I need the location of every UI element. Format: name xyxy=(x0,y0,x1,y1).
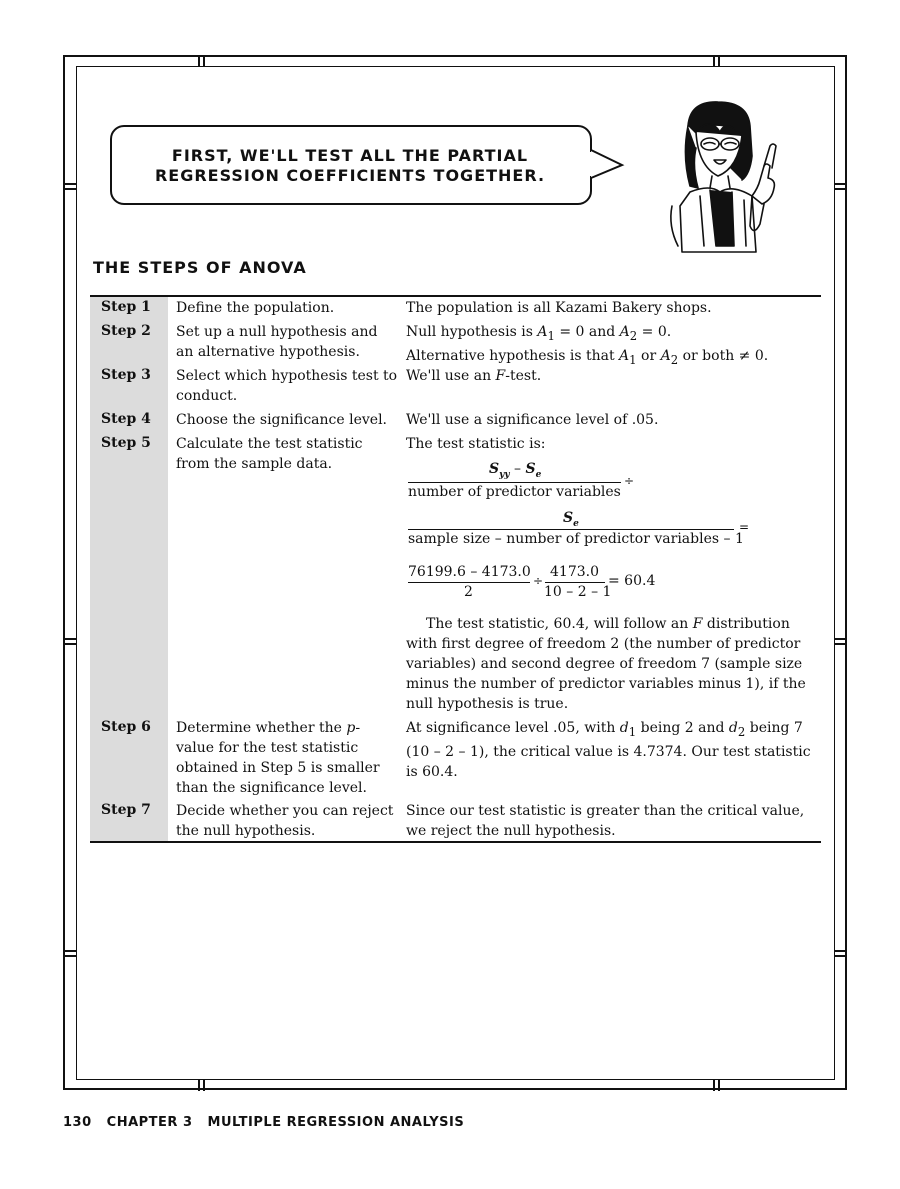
step-label: Step 2 xyxy=(101,323,151,339)
calc-denominator-2: 10 – 2 – 1 xyxy=(544,584,612,600)
step-label: Step 1 xyxy=(101,299,151,315)
calc-numerator-2: 4173.0 xyxy=(550,564,599,580)
frame-tick xyxy=(198,55,200,67)
calc-numerator-1: 76199.6 – 4173.0 xyxy=(408,564,531,580)
step-description: Set up a null hypothesis and an alternative hypothesis. xyxy=(176,324,378,360)
table-top-rule xyxy=(90,295,821,297)
chapter-label: CHAPTER 3 xyxy=(106,1115,193,1130)
frame-tick xyxy=(198,1079,200,1091)
speech-text: FIRST, WE'LL TEST ALL THE PARTIAL REGRESSION COEFFICIENTS TOGETHER. xyxy=(154,146,546,185)
formula-numerator-1: $S_{yy} - S_e$ xyxy=(489,461,542,480)
step-answer: The population is all Kazami Bakery shops. xyxy=(406,300,712,316)
formula-denominator-2: sample size – number of predictor variables – 1 xyxy=(408,531,744,547)
girl-pointing-illustration xyxy=(660,96,790,256)
step-label: Step 3 xyxy=(101,367,151,383)
alternative-hypothesis-line: Alternative hypothesis is that $A_1$ or $A_2$ or both ≠ 0. xyxy=(406,347,769,367)
step-description: Calculate the test statistic from the sample data. xyxy=(176,436,363,472)
division-sign: ÷ xyxy=(533,574,544,588)
step-description: Select which hypothesis test to conduct. xyxy=(176,368,398,404)
step-answer: At significance level .05, with $d_1$ being 2 and $d_2$ being 7 (10 – 2 – 1), the critical value is 4.7374. Our test statistic is 60.4. xyxy=(406,720,811,780)
step-answer: We'll use an F-test. xyxy=(406,368,542,384)
frame-tick xyxy=(63,950,76,952)
section-heading: THE STEPS OF ANOVA xyxy=(93,258,307,277)
step-description: Choose the significance level. xyxy=(176,412,388,428)
null-hypothesis-line: Null hypothesis is $A_1 = 0$ and $A_2 = 0$. xyxy=(406,324,672,343)
step-answer: Since our test statistic is greater than the critical value, we reject the null hypothesis. xyxy=(406,803,805,839)
step-label: Step 7 xyxy=(101,802,151,818)
frame-tick xyxy=(834,955,847,957)
chapter-title: MULTIPLE REGRESSION ANALYSIS xyxy=(207,1115,465,1130)
step-description: Define the population. xyxy=(176,300,335,316)
equals-sign: = xyxy=(739,520,750,534)
frame-tick xyxy=(203,55,205,67)
frame-tick xyxy=(63,638,76,640)
fraction-bar xyxy=(408,529,734,530)
frame-tick xyxy=(63,188,76,190)
frame-tick xyxy=(834,638,847,640)
frame-tick xyxy=(834,643,847,645)
frame-tick xyxy=(63,643,76,645)
fraction-bar xyxy=(408,482,621,483)
calc-denominator-1: 2 xyxy=(464,584,473,600)
frame-tick xyxy=(713,55,715,67)
step-label: Step 4 xyxy=(101,411,151,427)
frame-tick xyxy=(718,55,720,67)
frame-tick xyxy=(63,183,76,185)
step-answer: The test statistic is: xyxy=(406,436,546,452)
test-statistic-explanation: The test statistic, 60.4, will follow an F distribution with first degree of freedom 2 (the number of predictor variables) and second degree of freedom 7 (sample size minus the number of predictor variables minus 1), if the null hypothesis is true. xyxy=(406,616,806,712)
step-description: Determine whether the p-value for the test statistic obtained in Step 5 is smaller than the significance level. xyxy=(176,720,380,796)
page-footer xyxy=(63,1115,474,1130)
formula-numerator-2: $S_e$ xyxy=(563,510,579,529)
table-bottom-rule xyxy=(90,841,821,843)
formula-denominator-1: number of predictor variables xyxy=(408,484,621,500)
fraction-bar xyxy=(408,582,530,583)
frame-tick xyxy=(834,188,847,190)
frame-tick xyxy=(834,950,847,952)
division-sign: ÷ xyxy=(624,474,635,488)
page-number: 130 xyxy=(63,1115,92,1130)
frame-tick xyxy=(713,1079,715,1091)
step-description: Decide whether you can reject the null hypothesis. xyxy=(176,803,394,839)
step-answer: We'll use a significance level of .05. xyxy=(406,412,659,428)
speech-bubble-tail xyxy=(589,148,625,188)
frame-tick xyxy=(63,955,76,957)
step-label: Step 6 xyxy=(101,719,151,735)
calc-result: = 60.4 xyxy=(608,573,656,589)
frame-tick xyxy=(718,1079,720,1091)
fraction-bar xyxy=(545,582,605,583)
frame-tick xyxy=(203,1079,205,1091)
frame-tick xyxy=(834,183,847,185)
step-answer xyxy=(406,322,818,370)
step-label: Step 5 xyxy=(101,435,151,451)
